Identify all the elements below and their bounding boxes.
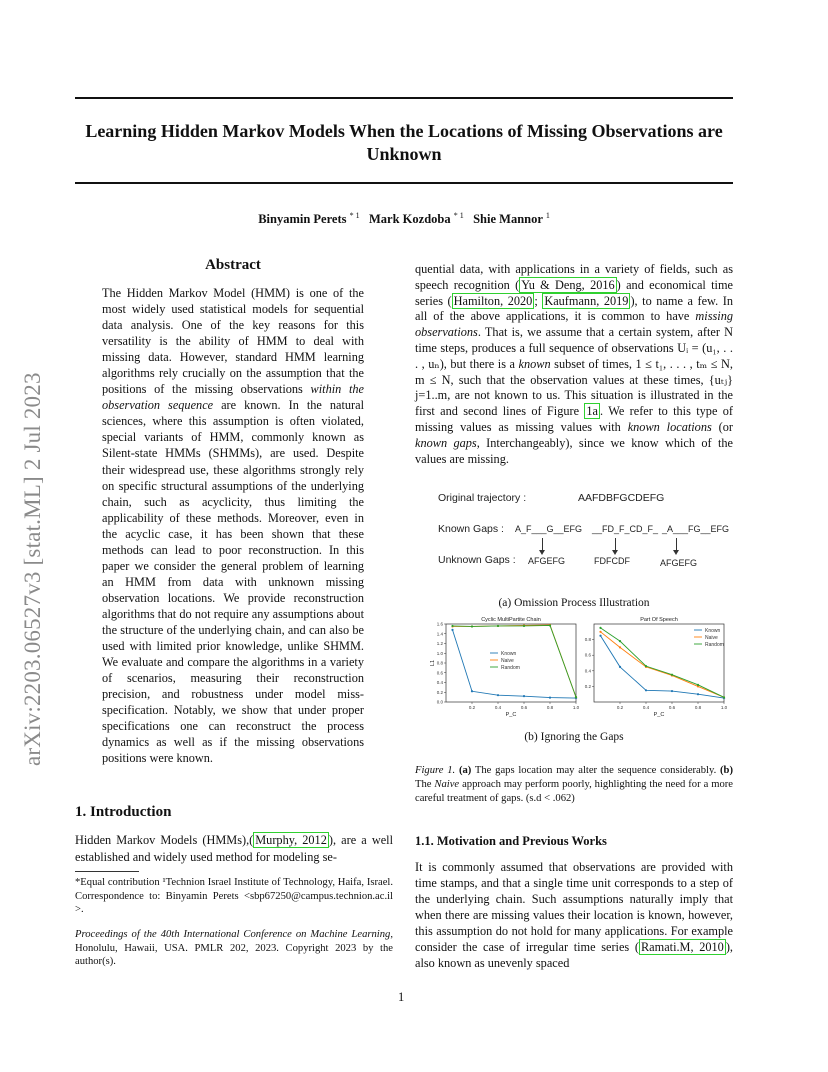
y-tick-label: 0.8 [584, 637, 591, 643]
data-point-known [451, 629, 453, 631]
legend-label: Known [501, 650, 517, 657]
x-tick-label: 1.0 [720, 705, 728, 710]
subsection-paragraph [415, 859, 733, 971]
known-gaps-sequence: _A___FG__EFG [662, 524, 730, 534]
y-tick-label: 1.2 [436, 641, 443, 646]
legend-label: Naive [705, 634, 718, 641]
body-text: . We refer to this type of missing values as missing values with [415, 404, 734, 434]
unknown-gaps-sequence: AFGEFG [528, 556, 566, 566]
y-tick-label: 1.6 [436, 621, 443, 627]
x-axis-label: P_C [505, 712, 517, 718]
body-text: ), also known as unevenly spaced [415, 940, 733, 971]
right-column-paragraph [415, 262, 733, 467]
caption-bold: (a) [458, 765, 472, 776]
series-line-naive [453, 625, 577, 697]
abstract-text: are known. In the natural sciences, where this assumption is often violated, special variants of HMM, commonly known as Silent-state HMMs (SHMMs), are used. Despite their widespread use, these algorithms strongly rely on specific structural assumptions of the underlying chain, such as acyclicity, thus limiting the applicability of these methods. Moreover, even in the acyclic case, it has been shown that these methods can lead to poor reconstruction. In this paper we consider the general problem of learning an HMM from data with unknown missing observation locations. We provide reconstruction algorithms that do not require any assumptions about the structure of the underlying chain, and can also be used with limited prior knowledge, unlike SHMM. We evaluate and compare the algorithms in a variety of scenarios, measuring their reconstruction precision, and robustness under model miss-specification. Notably, we show that under proper specifications one can reconstruct the process dynamics as well as if the missing observations positions were known. [102, 398, 364, 766]
data-point-known [697, 693, 699, 695]
body-text: (or [711, 419, 733, 434]
x-tick-label: 1.0 [572, 705, 580, 710]
legend-label: Random [501, 664, 520, 671]
y-tick-label: 0.6 [584, 652, 591, 658]
abstract-text: The Hidden Markov Model (HMM) is one of the most widely used statistical models for sequential data analysis. One of the key reasons for this versatility is the ability of HMM to deal with missing data. However, standard HMM learning algorithms rely crucially on the assumption that the positions of the missing observations [102, 286, 364, 397]
data-point-random [645, 665, 647, 667]
legend-label: Naive [501, 657, 514, 664]
y-tick-label: 0.6 [436, 670, 443, 676]
body-text: ), to name a few. In all of the above applications, it is common to have [415, 293, 733, 324]
y-axis-label: L1 [430, 659, 436, 667]
x-tick-label: 0.4 [494, 705, 502, 710]
x-tick-label: 0.2 [616, 705, 624, 710]
author-list [75, 211, 733, 227]
known-gaps-label: Known Gaps : [438, 523, 504, 535]
figure-1a-caption: (a) Omission Process Illustration [498, 597, 650, 609]
body-text: quential data, with applications in a variety of fields, such as speech recognition ( [415, 262, 733, 292]
author-mark: 1 [545, 211, 550, 220]
chart-title: Part Of Speech [640, 617, 678, 623]
y-tick-label: 0.4 [436, 680, 443, 685]
caption-bold: (b) [720, 765, 733, 776]
top-rule [75, 97, 733, 99]
body-text: . That is, we assume that a certain system, after N time steps, produces a full sequence of observations Uᵢ = (u₁, . . . , uₙ), but there is a [415, 325, 733, 371]
chart-part-of-speech [580, 612, 730, 720]
data-point-naive [619, 646, 621, 648]
data-point-random [471, 625, 473, 627]
citation-link[interactable]: Kaufmann, 2019 [544, 293, 629, 308]
intro-text: Hidden Markov Models (HMMs),( [75, 833, 254, 847]
figure-1-caption [415, 764, 733, 807]
footnote-rule [75, 871, 139, 872]
known-gaps-sequence: A_F___G__EFG [515, 524, 583, 534]
citation-link[interactable]: Ramati.M, 2010 [640, 940, 724, 955]
y-tick-label: 0.2 [436, 689, 443, 695]
paper-title: Learning Hidden Markov Models When the Locations of Missing Observations are Unknown [85, 121, 723, 164]
figure-ref-link[interactable]: 1a [586, 404, 599, 419]
x-tick-label: 0.8 [694, 705, 702, 710]
legend-label: Known [705, 627, 721, 634]
data-point-random [599, 627, 601, 629]
body-text: ; [534, 293, 543, 308]
title-bottom-rule [75, 182, 733, 184]
data-point-random [619, 640, 621, 642]
citation-link[interactable]: Hamilton, 2020 [453, 293, 533, 308]
author-mark: * 1 [453, 211, 464, 220]
down-arrow-icon [542, 538, 543, 552]
y-tick-label: 0.8 [436, 660, 443, 666]
down-arrow-icon [615, 538, 616, 552]
footnote: *Equal contribution ¹Technion Israel Institute of Technology, Haifa, Israel. Correspondence to: Binyamin Perets <sbp67250@campus.technion.ac.il >. [75, 877, 393, 915]
data-point-known [523, 695, 525, 697]
data-point-known [619, 666, 621, 668]
data-point-known [471, 690, 473, 692]
data-point-random [451, 625, 453, 627]
caption-text: approach may perform poorly, highlighting the need for a more careful treatment of gaps. (s.d < .062) [415, 779, 733, 805]
original-trajectory-sequence: AAFDBFGCDEFG [578, 492, 665, 504]
proceedings-venue: Proceedings of the 40th International Conference on Machine Learning [75, 929, 391, 940]
proceedings-rest: , Honolulu, Hawaii, USA. PMLR 202, 2023. Copyright 2023 by the author(s). [75, 929, 393, 967]
arxiv-stamp: arXiv:2203.06527v3 [stat.ML] 2 Jul 2023 [20, 372, 45, 766]
subsection-heading: 1.1. Motivation and Previous Works [415, 834, 607, 848]
section-heading-introduction: 1. Introduction [75, 804, 172, 820]
page-number: 1 [398, 990, 405, 1004]
author-mark: * 1 [349, 211, 360, 220]
x-tick-label: 0.6 [520, 705, 528, 710]
y-tick-label: 0.2 [584, 683, 591, 689]
body-text: , Interchangeably), since we know which of the values are missing. [415, 435, 733, 466]
legend-label: Random [705, 641, 724, 648]
data-point-known [599, 635, 601, 637]
data-point-random [697, 684, 699, 686]
body-emphasis: known gaps [415, 435, 477, 450]
abstract-emphasis: within the observation sequence [102, 382, 364, 413]
body-text: It is commonly assumed that observations are provided with time stamps, and that a single time unit corresponds to a step of the underlying chain. Such assumptions naturally imply that when there are missing values their location is known, however, this assumption do not hold for many applications. For example consider the case of irregular time series ( [415, 860, 733, 955]
original-trajectory-label: Original trajectory : [438, 492, 527, 504]
citation-link[interactable]: Murphy, 2012 [255, 833, 327, 847]
unknown-gaps-label: Unknown Gaps : [438, 554, 516, 566]
body-text: subset of times, 1 ≤ t₁, . . . , tₘ ≤ N, m ≤ N, such that the observation values at these times, {uₜⱼ} j=1..m, are not known to us. This situation is illustrated in the first and second lines of Figure [415, 356, 733, 419]
author-name: Shie Mannor [473, 212, 543, 227]
figure-1a-illustration [430, 486, 730, 586]
data-point-random [575, 696, 577, 698]
x-tick-label: 0.8 [546, 705, 554, 710]
author-name: Binyamin Perets [258, 212, 347, 227]
y-tick-label: 1.4 [436, 631, 443, 637]
caption-text: The [415, 779, 435, 791]
body-emphasis: known locations [627, 419, 712, 434]
chart-title: Cyclic MultiPartite Chain [481, 617, 541, 623]
caption-emphasis: Naive [434, 779, 460, 791]
unknown-gaps-sequence: FDFCDF [594, 556, 630, 566]
citation-link[interactable]: Yu & Deng, 2016 [521, 277, 615, 292]
body-emphasis: known [518, 356, 551, 371]
figure-1b-caption: (b) Ignoring the Gaps [524, 731, 624, 743]
author-name: Mark Kozdoba [369, 212, 451, 227]
body-text: ) and economical time series ( [415, 277, 733, 308]
body-emphasis: missing observations [415, 309, 733, 340]
x-tick-label: 0.4 [642, 705, 650, 710]
data-point-known [645, 689, 647, 691]
caption-text: The gaps location may alter the sequence considerably. [471, 765, 721, 776]
intro-paragraph [75, 832, 393, 865]
data-point-random [497, 625, 499, 627]
y-tick-label: 0.4 [584, 668, 591, 674]
data-point-naive [599, 631, 601, 633]
intro-text: ), are a well established and widely used method for modeling se- [75, 833, 393, 864]
series-line-random [453, 625, 577, 697]
abstract-body [102, 285, 364, 766]
x-axis-label: P_C [653, 712, 665, 718]
y-tick-label: 1.0 [436, 650, 443, 656]
chart-cyclic-multipartite [422, 612, 582, 720]
x-tick-label: 0.2 [468, 705, 476, 710]
x-tick-label: 0.6 [668, 705, 676, 710]
data-point-random [523, 625, 525, 627]
data-point-known [497, 694, 499, 696]
figure-label: Figure 1. [415, 765, 456, 776]
proceedings-note [75, 928, 393, 969]
data-point-known [549, 697, 551, 699]
unknown-gaps-sequence: AFGEFG [660, 558, 698, 568]
data-point-random [549, 624, 551, 626]
data-point-known [671, 690, 673, 692]
known-gaps-sequence: __FD_F_CD_F_ [592, 524, 659, 534]
data-point-random [723, 696, 725, 698]
down-arrow-icon [676, 538, 677, 552]
data-point-random [671, 674, 673, 676]
abstract-heading: Abstract [205, 257, 261, 273]
y-tick-label: 0.0 [436, 699, 443, 705]
